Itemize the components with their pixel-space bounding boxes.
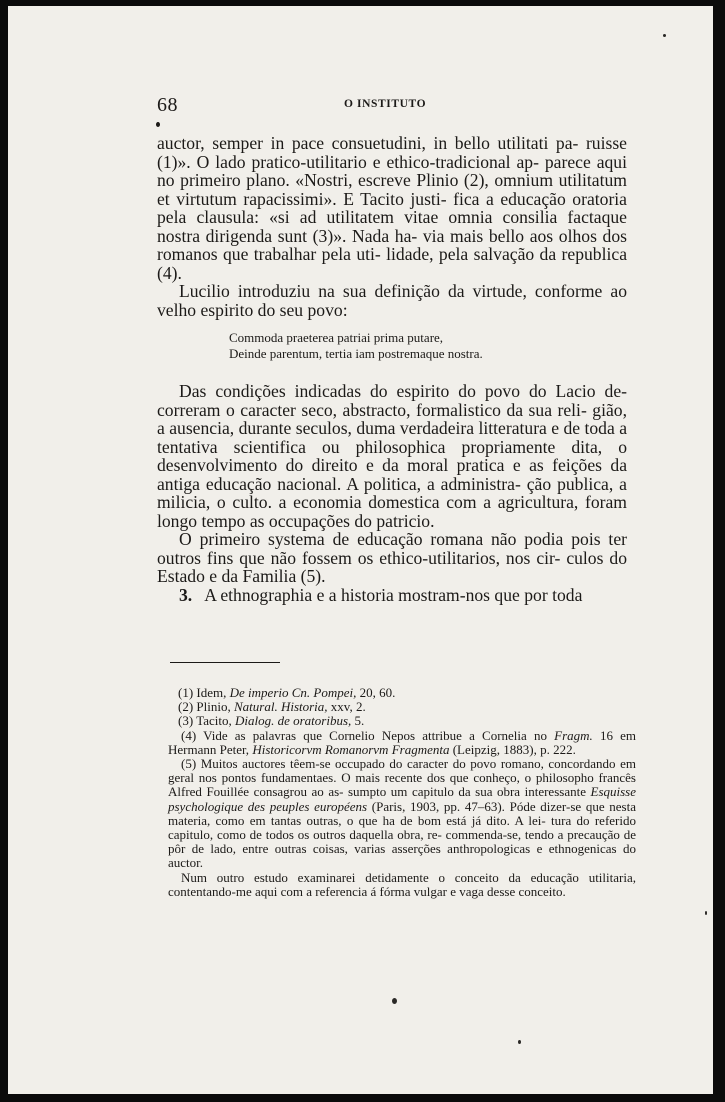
footnote-1: (1) Idem, De imperio Cn. Pompei, 20, 60. [178,685,396,700]
section-number: 3. [179,584,193,605]
footnote-number: (3) [178,713,194,729]
footnote-5: (5) Muitos auctores têem-se occupado do caracter do povo romano, concordando em geral nos pontos fundamentaes. O mais recente dos que conheço, o philosopho francês Alfred Fouillée consagrou ao as- sumpto um capitulo da sua obra interessante Esquisse psychologique des peuples européens (Paris, 1903, pp. 47–63). Póde dizer-se que nesta materia, como em tantas outras, o que ha de bom está já dito. A lei- tura do referido capitulo, como de todos os outros daquella obra, re- commenda-se, tendo a precaução de pôr de lado, entre outras coisas, varias asserções anthropologicas e ethnogenicas do auctor. [168,756,636,871]
footnote-number: (1) [178,685,194,700]
book-page [8,6,713,1094]
page-number: 68 [157,94,178,116]
paragraph-1: auctor, semper in pace consuetudini, in bello utilitati pa- ruisse (1)». O lado pratico-utilitario e ethico-tradicional ap- parece aqui no primeiro plano. «Nostri, escreve Plinio (2), omnium utilitatum et virtutum rapacissimi». E Tacito justi- fica a educação oratoria pela clausula: «si ad utilitatem vitae omnia consilia factaque nostra dirigenda sunt (3)». Nada ha- via mais bello aos olhos dos romanos que trabalhar pela uti- lidade, pela salvação da republica (4). [157,133,627,283]
paragraph-4: O primeiro systema de educação romana não podia pois ter outros fins que não fossem os ethico-utilitarios, nos cir- culos do Estado e da Familia (5). [157,529,627,586]
paragraph-5: A ethnographia e a historia mostram-nos que por toda [204,584,583,605]
footnote-number: (4) [181,727,197,743]
running-title: O INSTITUTO [344,98,427,110]
verse-line: Commoda praeterea patriai prima putare, [229,330,444,345]
verse-quote [229,330,627,362]
footnote-4: (4) Vide as palavras que Cornelio Nepos attribue a Cornelia no Fragm. 16 em Hermann Peter, Historicorvm Romanorvm Fragmenta (Leipzig, 1883), p. 222. [168,727,637,757]
paragraph-3: Das condições indicadas do espirito do povo do Lacio de- correram o caracter seco, abstracto, formalistico da sua reli- gião, a ausencia, durante seculos, duma verdadeira litteratura e de toda a tentativa scientifica ou philosophica propriamente dita, o desenvolvimento do direito e da moral pratica e as feições da antiga educação nacional. A politica, a administra- ção publica, a milicia, o culto. a economia domestica com a agricultura, foram longo tempo as occupações do patricio. [157,381,627,531]
footnote-number: (5) [181,756,197,772]
ink-dot [156,122,160,127]
page-header [8,94,713,114]
footnotes [168,686,636,899]
footnote-2: (2) Plinio, Natural. Historia, xxv, 2. [178,699,366,715]
footnote-number: (2) [178,699,194,715]
verse-line: Deinde parentum, tertia iam postremaque nostra. [229,346,483,361]
footnote-3: (3) Tacito, Dialog. de oratoribus, 5. [178,713,365,729]
main-text [157,134,627,604]
section-paragraph [157,586,627,605]
paragraph-2: Lucilio introduziu na sua definição da virtude, conforme ao velho espirito do seu povo: [157,281,627,320]
footnote-rule [170,662,280,663]
footnote-6: Num outro estudo examinarei detidamente o conceito da educação utilitaria, contentando-me aqui com a referencia á fórma vulgar e vaga desse conceito. [168,869,636,899]
